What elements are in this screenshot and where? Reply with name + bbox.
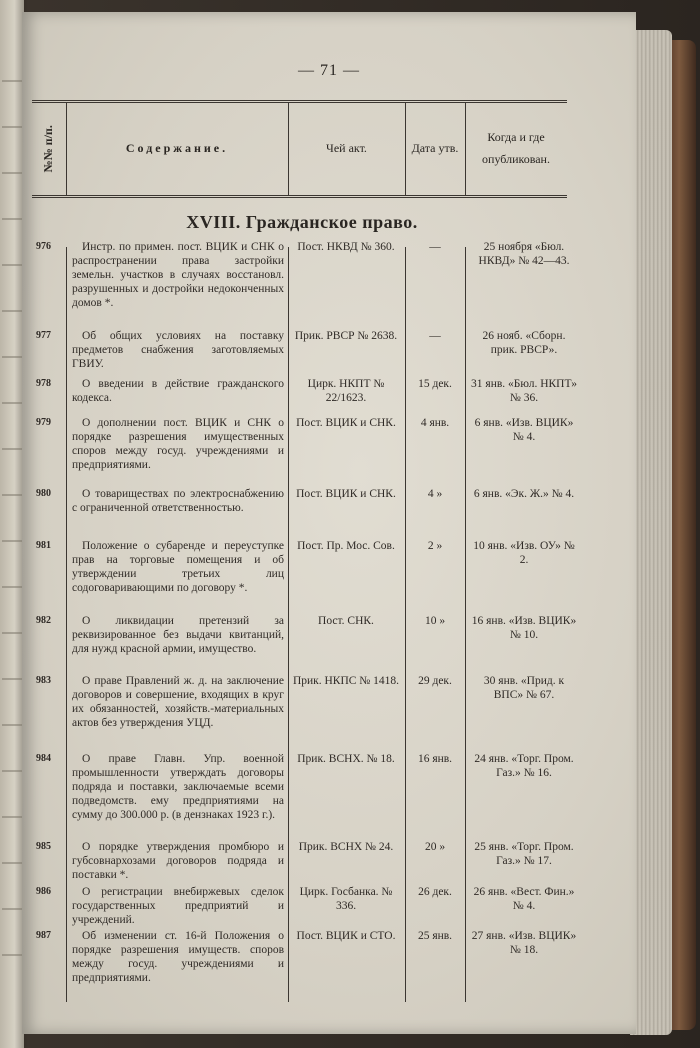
previous-page-text-mark: [2, 586, 22, 588]
row-number: 982: [36, 615, 51, 626]
previous-page-text-mark: [2, 540, 22, 542]
column-divider: [66, 247, 67, 1002]
previous-page-text-mark: [2, 862, 22, 864]
row-number: 985: [36, 841, 51, 852]
column-divider: [288, 247, 289, 1002]
previous-page-text-mark: [2, 126, 22, 128]
row-published: 16 янв. «Изв. ВЦИК» № 10.: [471, 615, 577, 641]
row-whose: Пост. НКВД № 360.: [297, 241, 395, 253]
previous-page-text-mark: [2, 908, 22, 910]
row-date: 26 дек.: [418, 886, 452, 898]
row-whose: Прик. ВСНХ № 24.: [298, 841, 394, 853]
row-number: 987: [36, 930, 51, 941]
row-published: 30 янв. «Прид. к ВПС» № 67.: [483, 675, 565, 701]
row-content: О товариществах по электроснабжению с ограниченной ответственностью.: [72, 488, 284, 514]
row-number: 979: [36, 417, 51, 428]
previous-page-text-mark: [2, 356, 22, 358]
row-published: 25 янв. «Торг. Пром. Газ.» № 17.: [474, 841, 574, 867]
row-whose: Пост. ВЦИК и СНК.: [296, 488, 396, 500]
row-date: 29 дек.: [418, 675, 452, 687]
page-number: — 71 —: [298, 62, 360, 79]
row-whose: Пост. Пр. Мос. Сов.: [297, 540, 395, 552]
previous-page-text-mark: [2, 494, 22, 496]
row-date: 10 »: [424, 615, 446, 627]
previous-page-text-mark: [2, 218, 22, 220]
row-number: 986: [36, 886, 51, 897]
row-published: 25 ноября «Бюл. НКВД» № 42—43.: [478, 241, 570, 267]
row-content: Положение о субаренде и переуступке прав на торговые помещения и об утверждении третьих лиц содоговаривающими по договору *.: [72, 540, 284, 594]
row-published: 31 янв. «Бюл. НКПТ» № 36.: [471, 378, 577, 404]
row-whose: Пост. ВЦИК и СНК.: [296, 417, 396, 429]
book-cover-edge: [668, 40, 696, 1030]
row-number: 980: [36, 488, 51, 499]
previous-page-edge: [0, 0, 24, 1048]
row-whose: Прик. ВСНХ. № 18.: [297, 753, 395, 765]
row-date: 16 янв.: [417, 753, 453, 765]
row-published: 27 янв. «Изв. ВЦИК» № 18.: [471, 930, 577, 956]
column-divider: [465, 247, 466, 1002]
row-content: Об изменении ст. 16-й Положения о порядке разрешения имуществ. споров между госуд. учреждениями и предприятиями.: [72, 930, 284, 984]
row-number: 976: [36, 241, 51, 252]
table-header: [32, 100, 567, 198]
row-published: 6 янв. «Изв. ВЦИК» № 4.: [474, 417, 574, 443]
row-whose: Цирк. Госбанка. № 336.: [299, 886, 393, 912]
row-date: —: [429, 241, 441, 253]
header-content: Содержание.: [66, 103, 289, 195]
row-date: 25 янв.: [417, 930, 453, 942]
row-content: О праве Главн. Упр. военной промышленности утверждать договоры подряда и поставки, заключаемые всеми подведомств. ему предприятиями на сумму до 300.000 р. (в дензнаках 1923 г.).: [72, 753, 284, 821]
row-content: О праве Правлений ж. д. на заключение договоров и совершение, входящих в круг их обязанностей, хозяйств.-материальных актов без утверждения УЦД.: [72, 675, 284, 729]
row-date: 2 »: [427, 540, 443, 552]
book-page: [22, 12, 636, 1034]
row-number: 981: [36, 540, 51, 551]
row-content: О введении в действие гражданского кодекса.: [72, 378, 284, 404]
previous-page-text-mark: [2, 80, 22, 82]
row-published: 6 янв. «Эк. Ж.» № 4.: [473, 488, 575, 500]
row-whose: Пост. СНК.: [318, 615, 374, 627]
row-whose: Цирк. НКПТ № 22/1623.: [307, 378, 385, 404]
row-number: 978: [36, 378, 51, 389]
row-number: 983: [36, 675, 51, 686]
header-published: Когда и где опубликован.: [482, 130, 550, 166]
row-published: 24 янв. «Торг. Пром. Газ.» № 16.: [474, 753, 574, 779]
previous-page-text-mark: [2, 954, 22, 956]
row-date: 15 дек.: [418, 378, 452, 390]
row-content: Инстр. по примен. пост. ВЦИК и СНК о распространении права застройки земельн. участков в случаях восстановл. разрушенных и достройки недоконченных домов *.: [72, 241, 284, 309]
row-content: О ликвидации претензий за реквизированное без выдачи квитанций, для нужд красной армии, имущество.: [72, 615, 284, 655]
row-whose: Пост. ВЦИК и СТО.: [296, 930, 396, 942]
row-content: Об общих условиях на поставку предметов снабжения заготовляемых ГВИУ.: [72, 330, 284, 370]
row-date: 4 »: [427, 488, 443, 500]
previous-page-text-mark: [2, 770, 22, 772]
column-divider: [405, 247, 406, 1002]
header-whose: Чей акт.: [288, 103, 406, 195]
row-date: —: [429, 330, 441, 342]
header-num: №№ п/п.: [32, 103, 67, 195]
header-date: Дата утв.: [405, 103, 466, 195]
row-date: 20 »: [424, 841, 446, 853]
row-whose: Прик. РВСР № 2638.: [294, 330, 398, 342]
previous-page-text-mark: [2, 678, 22, 680]
row-number: 984: [36, 753, 51, 764]
row-date: 4 янв.: [420, 417, 450, 429]
row-published: 26 янв. «Вест. Фин.» № 4.: [473, 886, 575, 912]
previous-page-text-mark: [2, 448, 22, 450]
row-content: О дополнении пост. ВЦИК и СНК о порядке разрешения имущественных споров между госуд. учреждениями и предприятиями.: [72, 417, 284, 471]
row-number: 977: [36, 330, 51, 341]
previous-page-text-mark: [2, 402, 22, 404]
page-fore-edge: [630, 30, 672, 1035]
row-content: О порядке утверждения промбюро и губсовнархозами договоров подряда и поставки *.: [72, 841, 284, 881]
previous-page-text-mark: [2, 264, 22, 266]
previous-page-text-mark: [2, 310, 22, 312]
row-published: 26 нояб. «Сборн. прик. РВСР».: [482, 330, 566, 356]
previous-page-text-mark: [2, 816, 22, 818]
row-content: О регистрации внебиржевых сделок государственных предприятий и учреждений.: [72, 886, 284, 926]
previous-page-text-mark: [2, 172, 22, 174]
row-published: 10 янв. «Изв. ОУ» № 2.: [473, 540, 575, 566]
section-title: XVIII. Гражданское право.: [186, 212, 418, 232]
row-whose: Прик. НКПС № 1418.: [292, 675, 400, 687]
previous-page-text-mark: [2, 724, 22, 726]
previous-page-text-mark: [2, 632, 22, 634]
